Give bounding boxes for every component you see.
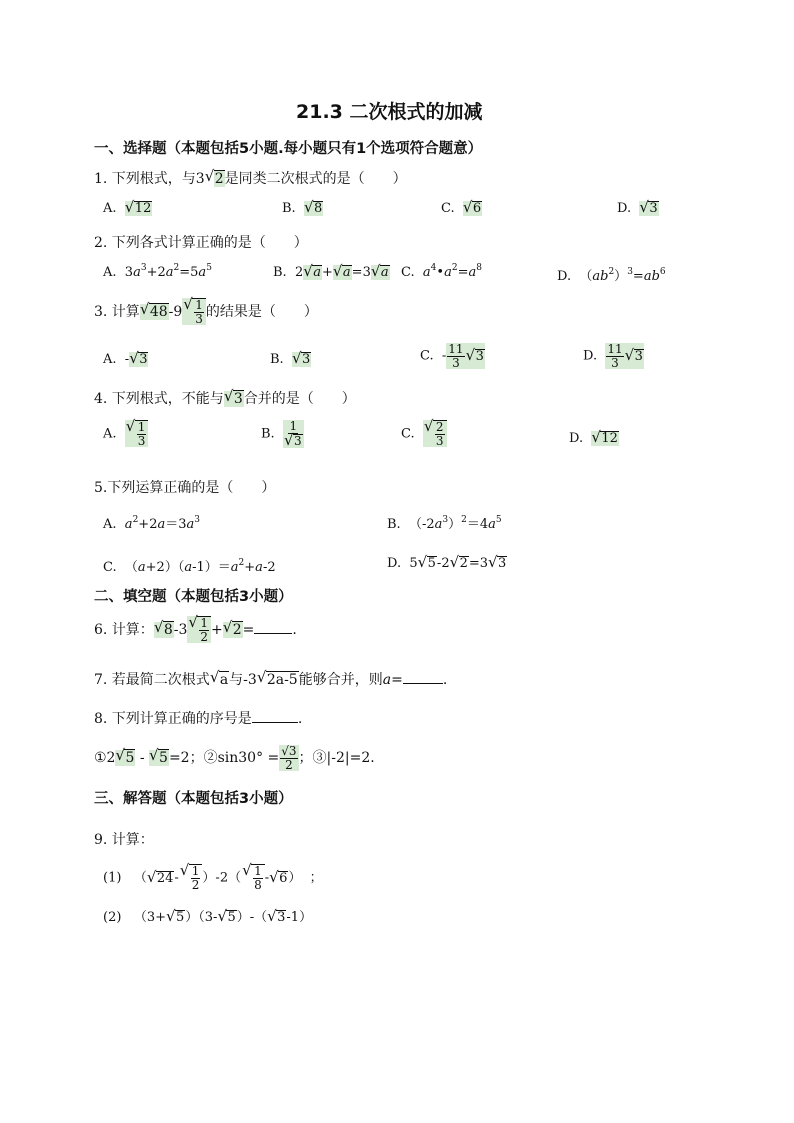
- section-heading-choice: 一、选择题（本题包括5小题.每小题只有1个选项符合题意）: [94, 141, 483, 157]
- q3-option-c[interactable]: C. - $\frac{11}{3}$ √ 3: [420, 343, 485, 369]
- q4-option-b[interactable]: B. 1 √ 3: [261, 420, 304, 448]
- q4-option-a[interactable]: A. √ $\frac{1}{3}$: [103, 420, 148, 447]
- sqrt-term: √ 2: [214, 170, 225, 187]
- question-1: 1. 下列根式，与3√ 2是同类二次根式的是（ ）: [94, 168, 407, 188]
- question-5: 5.下列运算正确的是（ ）: [94, 480, 276, 496]
- q3-option-d[interactable]: D. $\frac{11}{3}$ √ 3: [583, 343, 644, 369]
- q5-option-d[interactable]: D. 5√ 5-2√ 2=3√ 3: [387, 556, 507, 572]
- q1-option-a[interactable]: A. √ 12: [103, 201, 152, 217]
- section-heading-solve: 三、解答题（本题包括3小题）: [94, 791, 293, 807]
- question-2: 2. 下列各式计算正确的是（ ）: [94, 235, 308, 251]
- question-7: 7. 若最简二次根式√ a与-3√ 2a-5能够合并，则a= .: [94, 669, 447, 689]
- q1-option-b[interactable]: B. √ 8: [282, 201, 323, 217]
- q1-option-c[interactable]: C. √ 6: [441, 201, 482, 217]
- q8-answer-blank[interactable]: [252, 710, 298, 723]
- q9-part-2: (2) （3+√ 5）（3-√ 5）-（√ 3-1）: [103, 906, 312, 926]
- q8-statements: ①2√ 5 - √ 5=2；②sin30° = $\frac{√3}{2}$ ；③|-2|=2.: [94, 745, 375, 771]
- q2-option-c[interactable]: C. $a^4•a^2=a^8$: [401, 263, 482, 280]
- question-4: 4. 下列根式，不能与√ 3合并的是（ ）: [94, 388, 356, 408]
- q1-option-d[interactable]: D. √ 3: [617, 201, 659, 217]
- question-6: 6. 计算：√ 8-3 √ $\frac{1}{2}$ +√ 2= .: [94, 616, 297, 643]
- q2-option-a[interactable]: A. $3a^3+2a^2=5a^5$: [103, 263, 212, 280]
- section-heading-fill: 二、填空题（本题包括3小题）: [94, 589, 293, 605]
- question-3: 3. 计算√ 48-9 √ $\frac{1}{3}$ 的结果是（ ）: [94, 298, 318, 325]
- q7-answer-blank[interactable]: [403, 671, 443, 684]
- q3-option-a[interactable]: A. -√ 3: [103, 352, 148, 368]
- q6-answer-blank[interactable]: [254, 621, 292, 634]
- question-8: 8. 下列计算正确的序号是 .: [94, 711, 303, 727]
- q5-option-a[interactable]: A. $a^2+2a=3a^3$: [103, 515, 201, 532]
- q5-option-c[interactable]: C. $(a+2)(a-1)=a^2+a-2$: [103, 558, 276, 575]
- q9-part-1: (1) （√ 24- √ $\frac{1}{2}$ ）-2（ √ $\frac{1}{8}$ -√ 6） ；: [103, 864, 323, 891]
- q2-option-d[interactable]: D. $(ab^2)^3=ab^6$: [557, 267, 666, 284]
- page-title: 21.3 二次根式的加减: [296, 101, 483, 123]
- q4-option-c[interactable]: C. √ $\frac{2}{3}$: [401, 420, 447, 447]
- q4-option-d[interactable]: D. √ 12: [569, 431, 619, 447]
- q3-option-b[interactable]: B. √ 3: [270, 352, 311, 368]
- question-9: 9. 计算：: [94, 832, 154, 848]
- q2-option-b[interactable]: B. 2√ a+√ a=3√ a: [273, 265, 390, 281]
- q5-option-b[interactable]: B. $(-2a^3)^2=4a^5$: [387, 515, 502, 532]
